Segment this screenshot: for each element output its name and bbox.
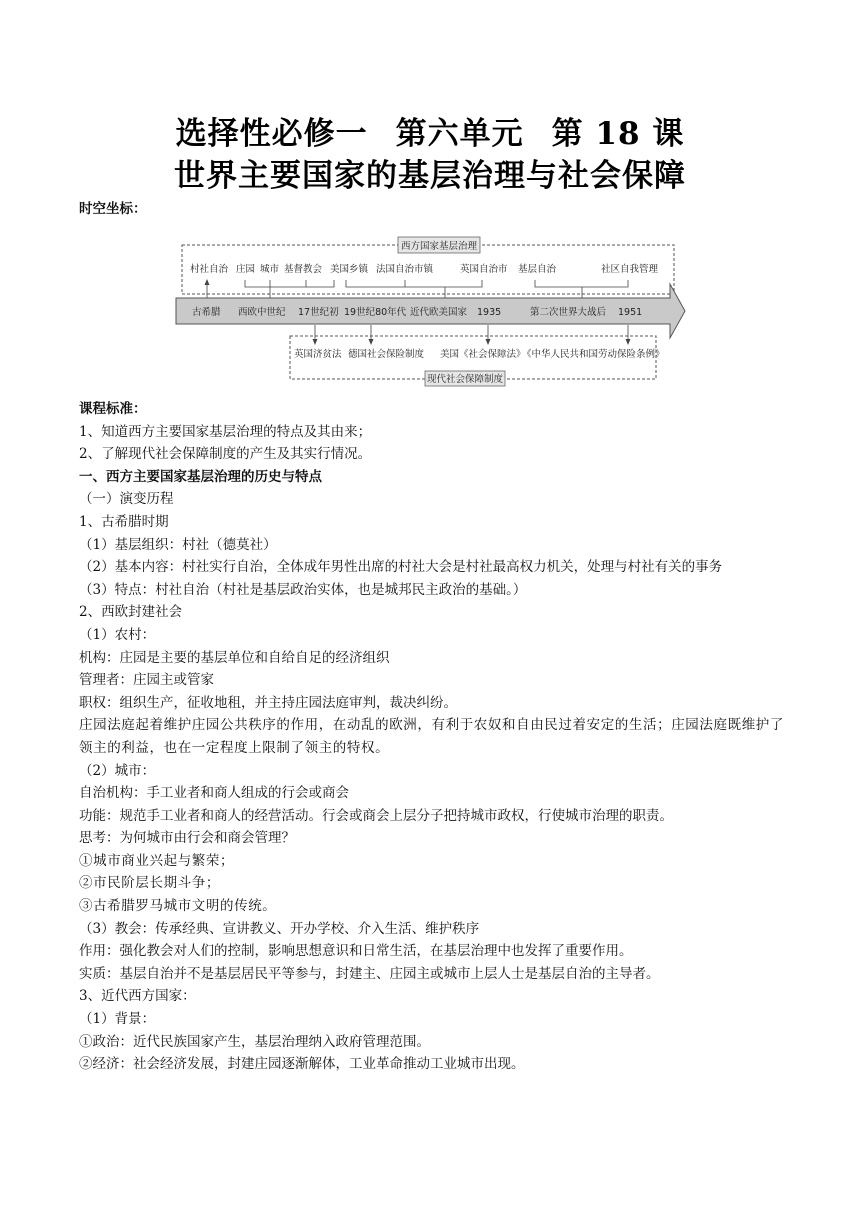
event-us-township: 美国乡镇 xyxy=(330,264,369,275)
event-city: 城市 xyxy=(260,264,280,275)
top-box-label: 西方国家基层治理 xyxy=(400,241,478,252)
title-part-course: 选择性必修一 xyxy=(175,116,368,152)
content-lines xyxy=(79,466,784,1076)
content-line: ②经济：社会经济发展，封建庄园逐渐解体，工业革命推动工业城市出现。 xyxy=(79,1056,525,1073)
event-grassroots-autonomy: 基层自治 xyxy=(518,264,557,275)
content-line: 职权：组织生产，征收地租，并主持庄园法庭审判，裁决纠纷。 xyxy=(79,694,457,711)
content-line: 思考：为何城市由行会和商会管理？ xyxy=(79,830,295,847)
event-english-borough: 英国自治市 xyxy=(460,264,508,275)
content-line: 管理者：庄园主或管家 xyxy=(79,672,214,689)
content-line: （1）基层组织：村社（德莫社） xyxy=(79,536,277,553)
document-body xyxy=(79,398,784,1076)
standard-item: 2、了解现代社会保障制度的产生及其实行情况。 xyxy=(79,446,372,463)
title-part-lesson: 第 18 课 xyxy=(551,116,685,152)
page-title-line2: 世界主要国家的基层治理与社会保障 xyxy=(174,158,686,194)
content-line: 实质：基层自治并不是基层居民平等参与，封建主、庄园主或城市上层人士是基层自治的主导者。 xyxy=(79,965,660,982)
event-manor: 庄园 xyxy=(236,264,256,275)
axis-post-ww2: 第二次世界大战后 xyxy=(530,307,607,318)
content-line: ①城市商业兴起与繁荣； xyxy=(79,852,235,869)
bottom-connectors xyxy=(315,325,628,341)
content-line: （一）演变历程 xyxy=(79,491,174,508)
content-line: （3）特点：村社自治（村社是基层政治实体，也是城邦民主政治的基础。） xyxy=(79,581,527,598)
top-connectors xyxy=(207,280,628,299)
event-prc-labor-insurance: 《中华人民共和国劳动保险条例》 xyxy=(522,349,665,360)
content-line: 2、西欧封建社会 xyxy=(79,604,183,621)
event-french-commune: 法国自治市镇 xyxy=(376,264,434,275)
standards-heading: 课程标准： xyxy=(79,401,147,417)
axis-medieval-europe: 西欧中世纪 xyxy=(238,307,286,318)
content-line: 庄园法庭起着维护庄园公共秩序的作用，在动乱的欧洲，有利于农奴和自由民过着安定的生活；庄园法庭既维护了领主的利益，也在一定程度上限制了领主的特权。 xyxy=(79,717,784,756)
axis-1880s: 19世纪80年代 xyxy=(344,307,407,318)
page-title-line1 xyxy=(0,108,860,153)
content-line: ①政治：近代民族国家产生，基层治理纳入政府管理范围。 xyxy=(79,1033,430,1050)
event-english-poor-law: 英国济贫法 xyxy=(294,349,342,360)
content-line: 自治机构：手工业者和商人组成的行会或商会 xyxy=(79,785,349,802)
title-part-unit: 第六单元 xyxy=(395,116,524,152)
event-village-autonomy: 村社自治 xyxy=(190,264,229,275)
content-line: （3）教会：传承经典、宣讲教义、开办学校、介入生活、维护秩序 xyxy=(79,920,480,937)
content-line: （2）基本内容：村社实行自治，全体成年男性出席的村社大会是村社最高权力机关，处理与村社有关的事务 xyxy=(79,559,723,576)
axis-1951: 1951 xyxy=(618,307,643,318)
event-us-social-security-act: 美国《社会保障法》 xyxy=(440,349,526,360)
content-line: 作用：强化教会对人们的控制，影响思想意识和日常生活，在基层治理中也发挥了重要作用。 xyxy=(79,943,633,960)
axis-1935: 1935 xyxy=(477,307,502,318)
content-line: （2）城市： xyxy=(79,762,156,779)
timeline-diagram xyxy=(170,232,690,392)
content-line: ②市民阶层长期斗争； xyxy=(79,875,220,892)
content-line: 3、近代西方国家： xyxy=(79,988,196,1005)
axis-modern-western: 近代欧美国家 xyxy=(410,307,468,318)
event-community-self-management: 社区自我管理 xyxy=(601,264,659,275)
coordinate-label: 时空坐标： xyxy=(79,201,147,217)
content-line: 1、古希腊时期 xyxy=(79,513,169,530)
content-line: 功能：规范手工业者和商人的经营活动。行会或商会上层分子把持城市政权，行使城市治理的职责。 xyxy=(79,807,673,824)
section-heading: 一、西方主要国家基层治理的历史与特点 xyxy=(79,468,322,485)
bottom-box-label: 现代社会保障制度 xyxy=(426,374,504,385)
axis-early-17th: 17世纪初 xyxy=(298,307,339,318)
content-line: 机构：庄园是主要的基层单位和自给自足的经济组织 xyxy=(79,649,390,666)
content-line: （1）农村： xyxy=(79,626,156,643)
event-german-social-insurance: 德国社会保险制度 xyxy=(348,349,425,360)
event-church: 基督教会 xyxy=(284,264,323,275)
content-line: （1）背景： xyxy=(79,1011,156,1028)
content-line: ③古希腊罗马城市文明的传统。 xyxy=(79,898,277,915)
standard-item: 1、知道西方主要国家基层治理的特点及其由来； xyxy=(79,423,372,440)
axis-ancient-greece: 古希腊 xyxy=(192,307,221,318)
